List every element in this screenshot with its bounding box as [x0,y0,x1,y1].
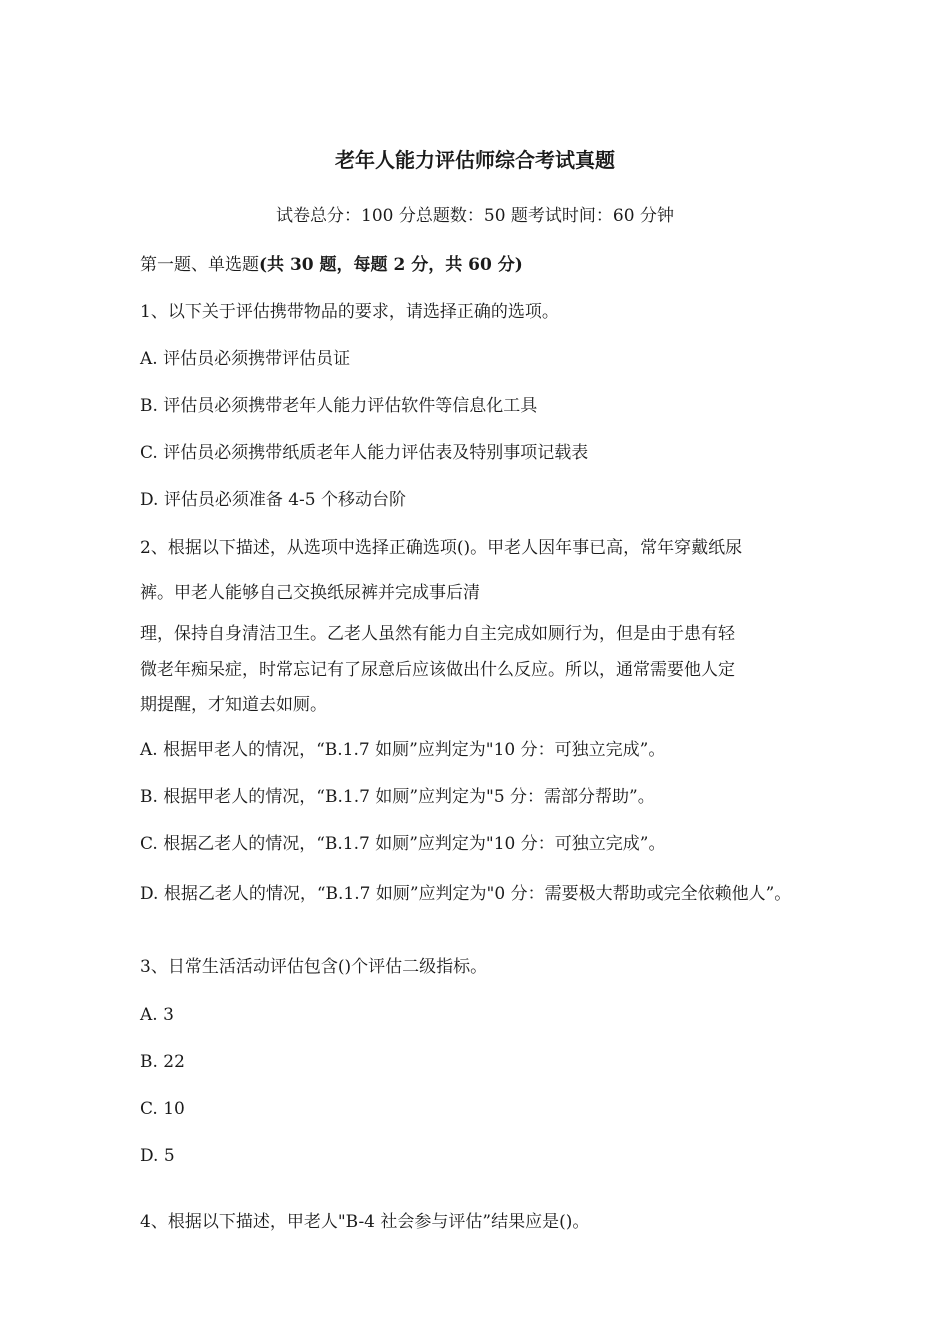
page-title: 老年人能力评估师综合考试真题 [335,148,615,172]
question-3-option-c: C. 10 [140,1099,185,1119]
question-2-stem-line-5: 期提醒，才知道去如厕。 [140,695,327,715]
question-1-option-b: B. 评估员必须携带老年人能力评估软件等信息化工具 [140,396,538,416]
question-3-option-d: D. 5 [140,1146,175,1166]
question-2-option-d: D. 根据乙老人的情况，“B.1.7 如厕”应判定为"0 分：需要极大帮助或完全依赖他人”。 [140,884,792,904]
question-3-option-a: A. 3 [140,1005,174,1025]
question-2-stem-line-4: 微老年痴呆症，时常忘记有了尿意后应该做出什么反应。所以，通常需要他人定 [140,660,735,680]
question-1-stem: 1、以下关于评估携带物品的要求，请选择正确的选项。 [140,302,559,322]
question-1-option-d: D. 评估员必须准备 4-5 个移动台阶 [140,490,407,510]
question-2-stem-line-1: 2、根据以下描述，从选项中选择正确选项()。甲老人因年事已高，常年穿戴纸尿 [140,538,743,558]
question-1-option-c: C. 评估员必须携带纸质老年人能力评估表及特别事项记载表 [140,443,589,463]
question-3-option-b: B. 22 [140,1052,185,1072]
question-3-stem: 3、日常生活活动评估包含()个评估二级指标。 [140,957,488,977]
question-2-option-a: A. 根据甲老人的情况，“B.1.7 如厕”应判定为"10 分：可独立完成”。 [140,740,666,760]
question-4-stem: 4、根据以下描述，甲老人"B-4 社会参与评估”结果应是()。 [140,1212,590,1232]
exam-meta: 试卷总分：100 分总题数：50 题考试时间：60 分钟 [276,206,674,226]
question-2-option-b: B. 根据甲老人的情况，“B.1.7 如厕”应判定为"5 分：需部分帮助”。 [140,787,655,807]
section-prefix: 第一题、单选题 [140,255,259,275]
question-2-stem-line-3: 理，保持自身清洁卫生。乙老人虽然有能力自主完成如厕行为，但是由于患有轻 [140,624,735,644]
section-heading [140,253,523,277]
question-2-option-c: C. 根据乙老人的情况，“B.1.7 如厕”应判定为"10 分：可独立完成”。 [140,834,666,854]
question-1-option-a: A. 评估员必须携带评估员证 [140,349,351,369]
question-2-stem-line-2: 裤。甲老人能够自己交换纸尿裤并完成事后清 [140,583,480,603]
section-detail: (共 30 题，每题 2 分，共 60 分) [259,255,523,275]
